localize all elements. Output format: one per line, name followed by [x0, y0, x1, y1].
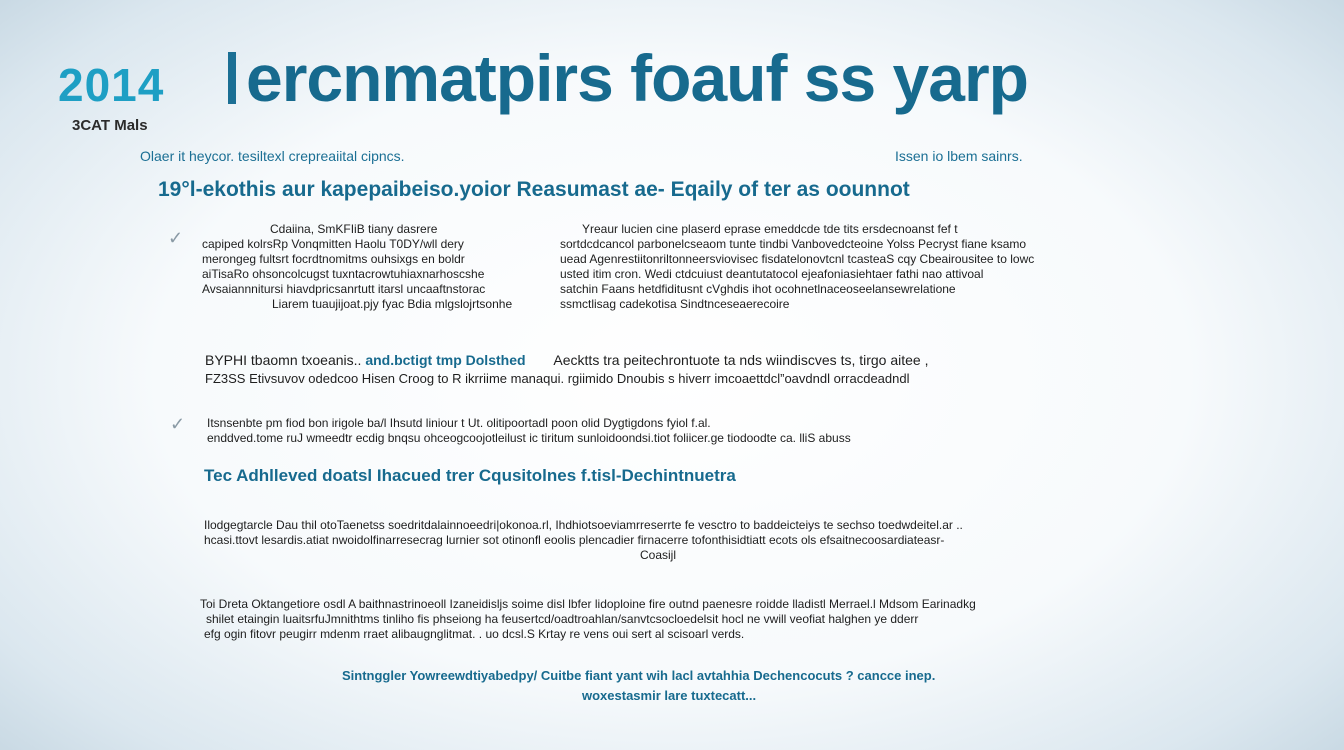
paragraph-line: uead Agenrestiitonriltonneersviovisec fisdatelonovtcnl tcasteaS cqy Cbeairousitee to lowc	[560, 252, 1035, 266]
paragraph-5	[200, 597, 976, 642]
paragraph-line: Liarem tuaujijoat.pjy fyac Bdia mlgslojrtsonhe	[272, 297, 513, 311]
paragraph-line: enddved.tome ruJ wmeedtr ecdig bnqsu ohceogcoojotleilust ic tiritum sunloidoondsi.tiot foliicer.ge tiodoodte ca. lliS abuss	[207, 431, 851, 445]
paragraph-line: sortdcdcancol parbonelcseaom tunte tindbi Vanbovedcteoine Yolss Pecryst fiane ksamo	[560, 237, 1027, 251]
paragraph-line: Yreaur lucien cine plaserd eprase emeddcde tde tits ersdecnoanst fef t	[582, 222, 958, 236]
section-2-line: FZ3SS Etivsuvov odedcoo Hisen Croog to R ikrriime manaqui. rgiimido Dnoubis s hiverr imcoaettdcl”oavdndl orracdeadndl	[205, 371, 910, 386]
paragraph-1-right	[560, 222, 1150, 312]
paragraph-line: shilet etaingin luaitsrfuJmnithtms tinliho fis phseiong ha feusertcd/oadtroahlan/sanvtcsocloedelsit hocl ne vwill veofiat halghen ye dderr	[206, 612, 919, 626]
paragraph-line: capiped kolrsRp Vonqmitten Haolu T0DY/wll dery	[202, 237, 464, 251]
lead-rest: Aecktts tra peitechrontuote ta nds wiindiscves ts, tirgo aitee ,	[553, 352, 929, 368]
section-heading-2: Tec Adhlleved doatsl Ihacued trer Cqusitolnes f.tisl-Dechintnuetra	[204, 466, 736, 485]
lead-prefix: BYPHI tbaomn txoeanis..	[205, 352, 362, 368]
paragraph-line: efg ogin fitovr peugirr mdenm rraet alibaugnglitmat. . uo dcsl.S Krtay re vens oui sert al scisoarl verds.	[204, 627, 745, 641]
title-accent-bar	[228, 52, 236, 104]
meta-left: Olaer it heycor. tesiltexl crepreaiital cipncs.	[140, 148, 405, 164]
page-title: ercnmatpirs foauf ss yarp	[246, 41, 1028, 115]
section-2-lead	[205, 352, 929, 368]
section-heading-1: 19°l-ekothis aur kapepaibeiso.yoior Reasumast ae- Eqaily of ter as oounnot	[158, 178, 910, 201]
paragraph-line: Avsaiannnitursi hiavdpricsanrtutt itarsl uncaaftnstorac	[202, 282, 486, 296]
paragraph-3	[207, 416, 851, 446]
page-subtitle: 3CAT Mals	[72, 117, 148, 134]
check-mark-icon: ✓	[168, 228, 184, 248]
footer-line-2: woxestasmir lare tuxtecatt...	[582, 688, 757, 703]
paragraph-line: Itsnsenbte pm fiod bon irigole ba/l Ihsutd liniour t Ut. olitipoortadl poon olid Dygtigdons fyiol f.al.	[207, 416, 711, 430]
paragraph-line: Ilodgegtarcle Dau thil otoTaenetss soedritdalainnoeedri|okonoa.rl, Ihdhiotsoeviamrreserrte fe vesctro to baddeicteiys te sechso toedwdeitel.ar ..	[204, 518, 963, 532]
paragraph-line: satchin Faans hetdfiditusnt cVghdis ihot ocohnetlnaceoseelansewrelatione	[560, 282, 956, 296]
paragraph-4	[204, 518, 963, 563]
paragraph-line: usted itim cron. Wedi ctdcuiust deantutatocol ejeafoniasiehtaer fathi nao attivoal	[560, 267, 984, 281]
paragraph-line: merongeg fultsrt focrdtnomitms ouhsixgs en boldr	[202, 252, 465, 266]
paragraph-line: Cdaiina, SmKFIiB tiany dasrere	[270, 222, 438, 236]
paragraph-line: ssmctlisag cadekotisa Sindtnceseaerecoire	[560, 297, 790, 311]
meta-right: Issen io lbem sainrs.	[895, 148, 1023, 164]
lead-bold: and.bctigt tmp Dolsthed	[365, 352, 526, 368]
year-label: 2014	[58, 59, 165, 111]
paragraph-line: Toi Dreta Oktangetiore osdl A baithnastrinoeoll Izaneidisljs soime disl lbfer lidoploine fire outnd paenesre roidde lladistl Merrael.l Mdsom Earinadkg	[200, 597, 976, 611]
paragraph-line: aiTisaRo ohsoncolcugst tuxntacrowtuhiaxnarhoscshe	[202, 267, 485, 281]
paragraph-line: hcasi.ttovt lesardis.atiat nwoidolfinarresecrag lurnier sot otinonfl eoolis plencadier firnacerre tofonthisidtiatt ecots ols efsaitnecoosardiateasr-	[204, 533, 945, 547]
paragraph-line: Coasijl	[640, 548, 677, 562]
footer-line-1: Sintnggler Yowreewdtiyabedpy/ Cuitbe fiant yant wih lacl avtahhia Dechencocuts ? cancce inep.	[342, 668, 936, 683]
check-mark-icon: ✓	[170, 414, 186, 434]
paragraph-1-left	[202, 222, 552, 312]
